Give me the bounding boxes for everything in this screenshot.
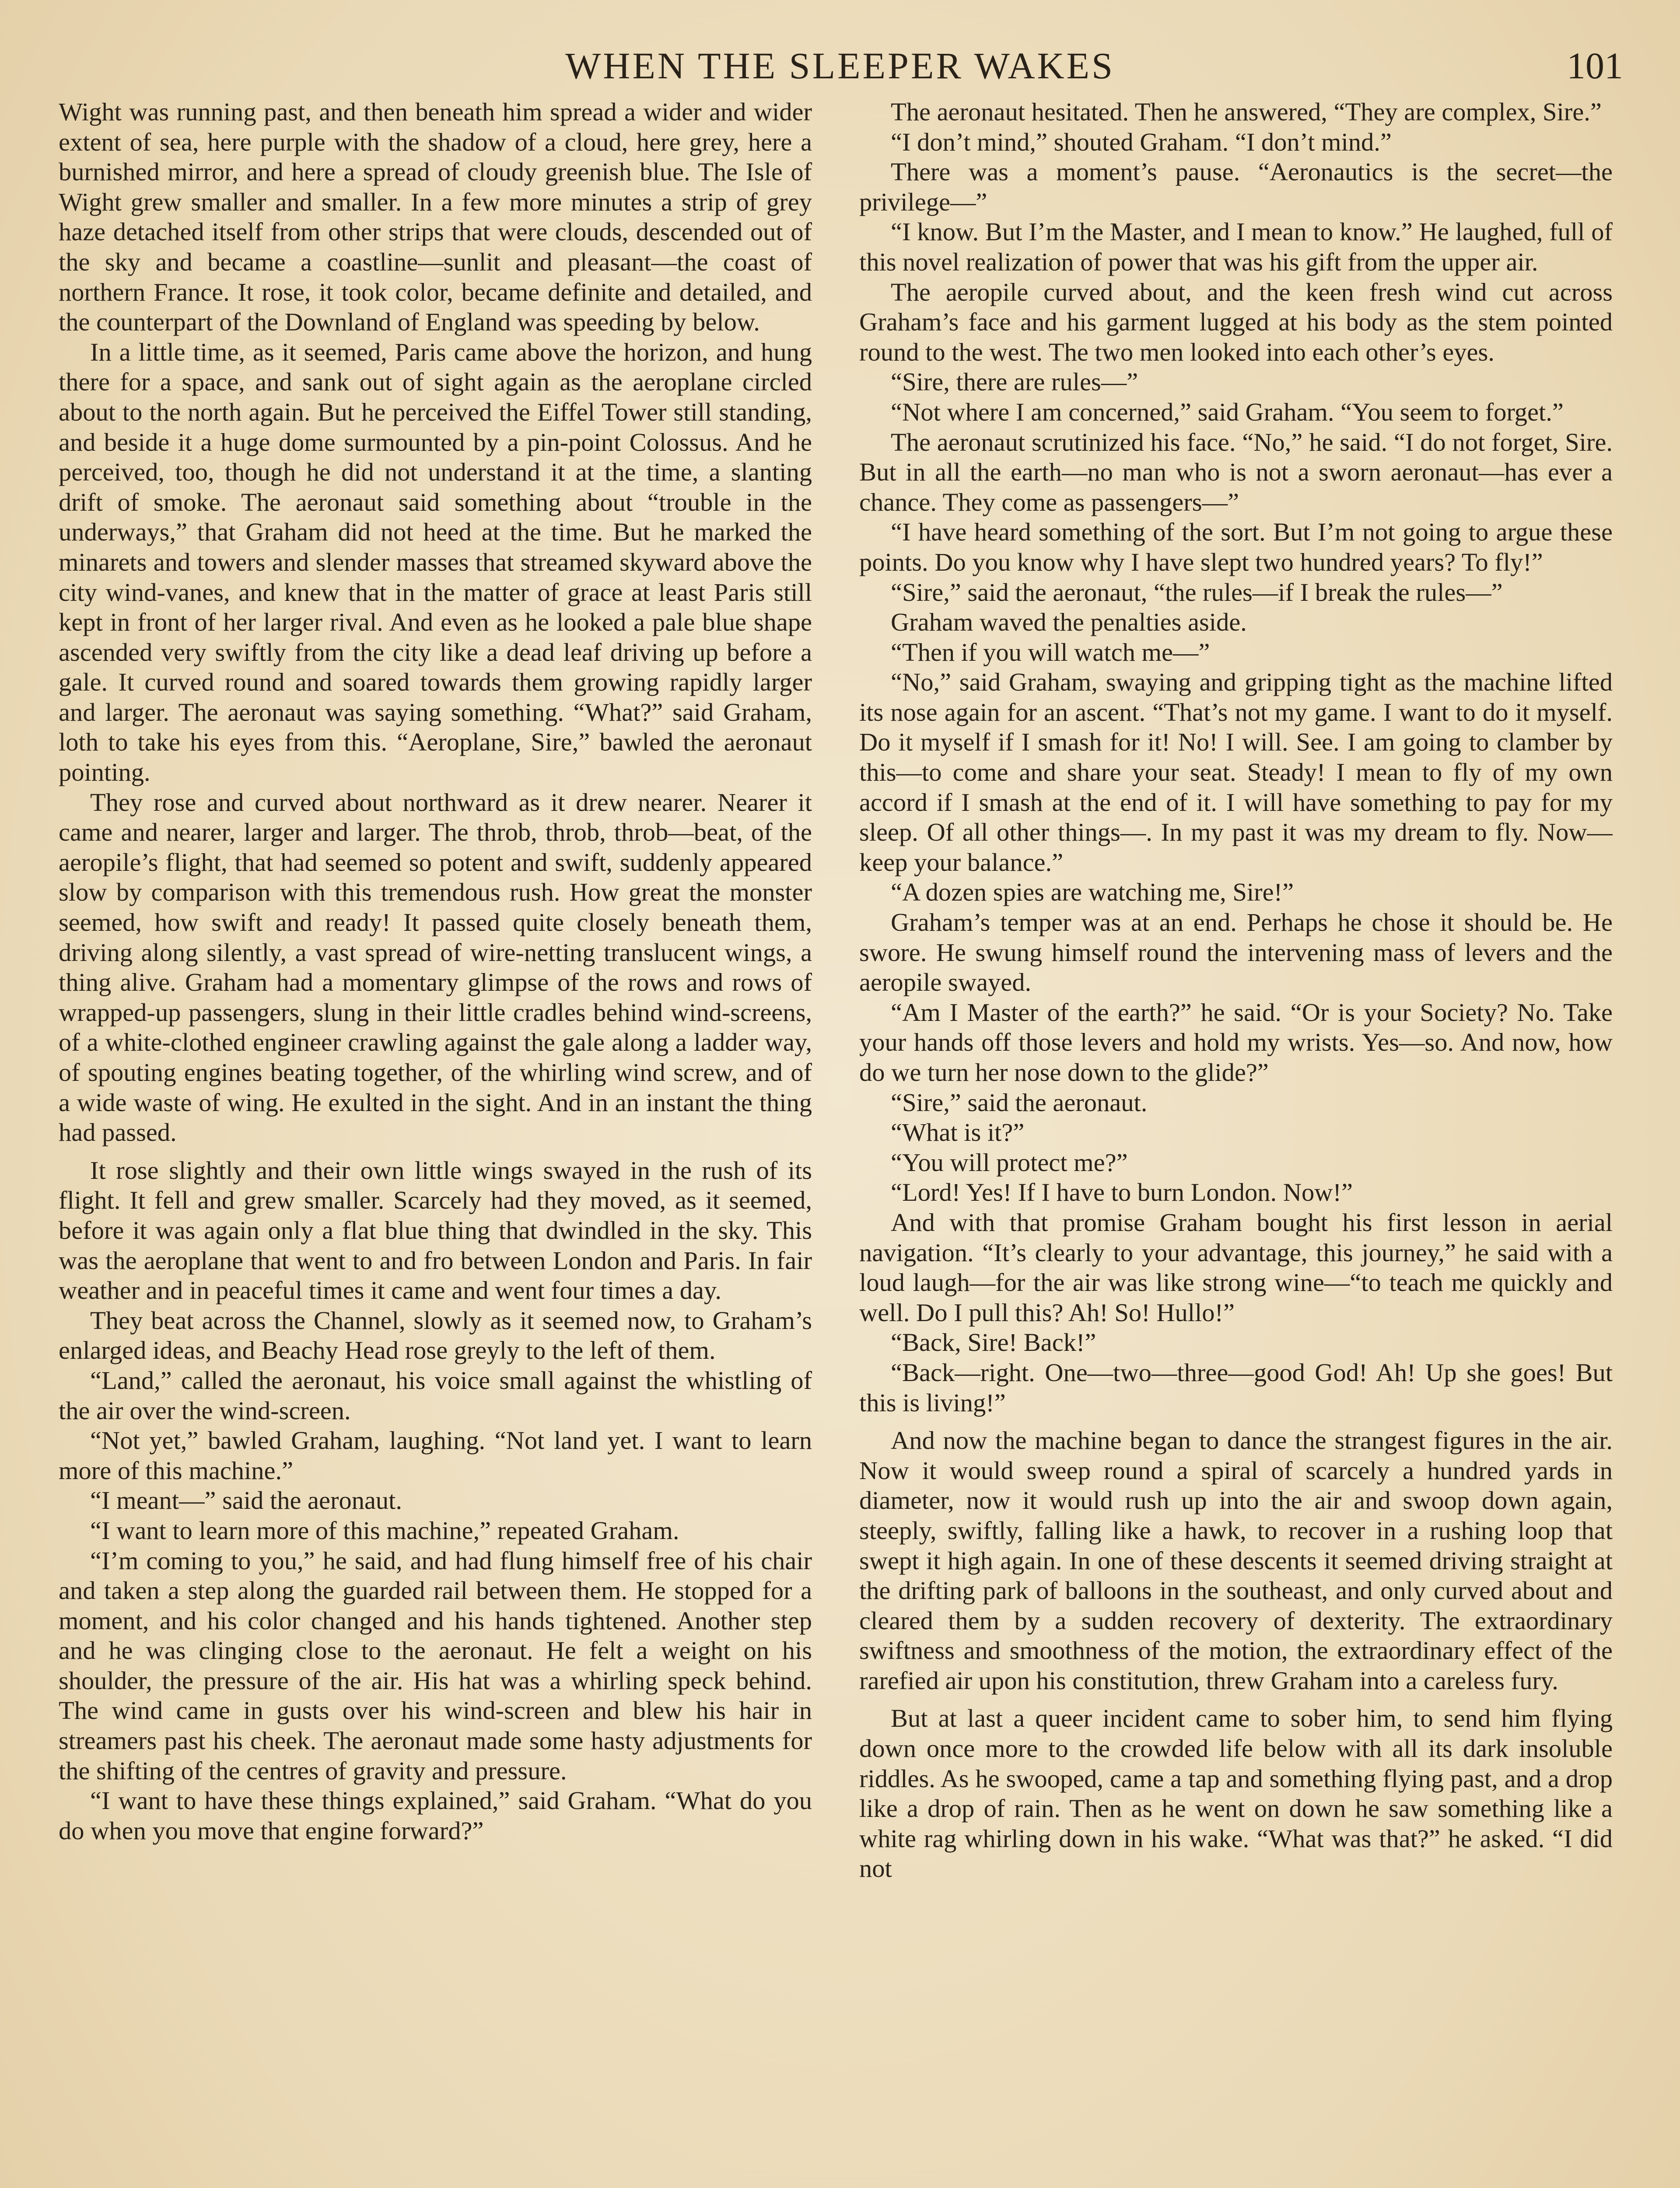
paragraph: And now the machine began to dance the strangest figures in the air. Now it would sweep round a spiral of scarcely a hundred yards in diameter, now it would rush up into the air and swoop down again, steeply, swiftly, falling like a hawk, to recover in a rushing loop that swept it high again. In one of these descents it seemed driving straight at the drifting park of balloons in the southeast, and only curved about and cleared them by a sudden recovery of dexterity. The extraordinary swiftness and smoothness of the motion, the extraordinary effect of the rarefied air upon his constitution, threw Graham into a careless fury. xyxy=(859,1426,1613,1695)
paragraph: “You will protect me?” xyxy=(891,1148,1128,1177)
paragraph: But at last a queer incident came to sober him, to send him flying down once more to the crowded life below with all its dark insoluble riddles. As he swooped, came a tap and something flying past, and a drop like a drop of rain. Then as he went on down he saw something like a white rag whirling down in his wake. “What was that?” he asked. “I did not xyxy=(859,1704,1613,1883)
paragraph: “Sire,” said the aeronaut. xyxy=(891,1088,1148,1117)
paragraph: In a little time, as it seemed, Paris came above the horizon, and hung there for a space, and sank out of sight again as the aeroplane circled about to the north again. But he perceived the Eiffel Tower still standing, and beside it a huge dome surmounted by a pin-point Colossus. And he perceived, too, though he did not understand it at the time, a slanting drift of smoke. The aeronaut said something about “trouble in the underways,” that Graham did not heed at the time. But he marked the minarets and towers and slender masses that streamed skyward above the city wind-vanes, and knew that in the matter of grace at least Paris still kept in front of her larger rival. And even as he looked a pale blue shape ascended very swiftly from the city like a dead leaf driving up before a gale. It curved round and soared towards them growing rapidly larger and larger. The aeronaut was saying something. “What?” said Graham, loth to take his eyes from this. “Aeroplane, Sire,” bawled the aeronaut pointing. xyxy=(59,337,812,787)
paragraph: “Lord! Yes! If I have to burn London. Now!” xyxy=(891,1178,1353,1207)
paragraph: “I want to learn more of this machine,” repeated Graham. xyxy=(90,1516,679,1545)
paragraph: “No,” said Graham, swaying and gripping tight as the machine lifted its nose again for an ascent. “That’s not my game. I want to do it myself. Do it myself if I smash for it! No! I will. See. I am going to clamber by this—to come and share your seat. Steady! I mean to fly of my own accord if I smash at the end of it. I will have something to pay for my sleep. Of all other things—. In my past it was my dream to fly. Now—keep your balance.” xyxy=(859,668,1613,877)
paragraph: “Sire,” said the aeronaut, “the rules—if I break the rules—” xyxy=(891,578,1503,607)
paragraph: The aeronaut scrutinized his face. “No,” he said. “I do not forget, Sire. But in all the earth—no man who is not a sworn aeronaut—has ever a chance. They come as passengers—” xyxy=(859,428,1613,516)
paragraph: It rose slightly and their own little wings swayed in the rush of its flight. It fell and grew smaller. Scarcely had they moved, as it seemed, before it was again only a flat blue thing that dwindled in the sky. This was the aeroplane that went to and fro between London and Paris. In fair weather and in peaceful times it came and went four times a day. xyxy=(59,1156,812,1305)
page-header xyxy=(0,35,1680,96)
paragraph: “I’m coming to you,” he said, and had flung himself free of his chair and taken a step along the guarded rail between them. He stopped for a moment, and his color changed and his hands tightened. Another step and he was clinging close to the aeronaut. He felt a weight on his shoulder, the pressure of the air. His hat was a whirling speck behind. The wind came in gusts over his wind-screen and blew his hair in streamers past his cheek. The aeronaut made some hasty adjustments for the shifting of the centres of gravity and pressure. xyxy=(59,1546,812,1785)
page-number: 101 xyxy=(1567,45,1623,87)
paragraph: There was a moment’s pause. “Aeronautics is the secret—the privilege—” xyxy=(859,158,1613,216)
paragraph: “I meant—” said the aeronaut. xyxy=(90,1486,402,1515)
paragraph: Wight was running past, and then beneath him spread a wider and wider extent of sea, here purple with the shadow of a cloud, here grey, here a burnished mirror, and here a spread of cloudy greenish blue. The Isle of Wight grew smaller and smaller. In a few more minutes a strip of grey haze detached itself from other strips that were clouds, descended out of the sky and became a coastline—sunlit and pleasant—the coast of northern France. It rose, it took color, became definite and detailed, and the counterpart of the Downland of England was speeding by below. xyxy=(59,98,812,337)
right-text-column xyxy=(859,97,1613,2188)
paragraph: And with that promise Graham bought his first lesson in aerial navigation. “It’s clearly to your advantage, this journey,” he said with a loud laugh—for the air was like strong wine—“to teach me quickly and well. Do I pull this? Ah! So! Hullo!” xyxy=(859,1208,1613,1327)
paragraph: The aeropile curved about, and the keen fresh wind cut across Graham’s face and his garment lugged at his body as the stem pointed round to the west. The two men looked into each other’s eyes. xyxy=(859,277,1613,366)
paragraph: They rose and curved about northward as it drew nearer. Nearer it came and nearer, larger and larger. The throb, throb, throb—beat, of the aeropile’s flight, that had seemed so potent and swift, suddenly appeared slow by comparison with this tremendous rush. How great the monster seemed, how swift and ready! It passed quite closely beneath them, driving along silently, a vast spread of wire-netting translucent wings, a thing alive. Graham had a momentary glimpse of the rows and rows of wrapped-up passengers, slung in their little cradles behind wind-screens, of a white-clothed engineer crawling against the gale along a ladder way, of spouting engines beating together, of the whirling wind screw, and of a wide waste of wing. He exulted in the sight. And in an instant the thing had passed. xyxy=(59,788,812,1147)
paragraph: “A dozen spies are watching me, Sire!” xyxy=(891,878,1294,907)
paragraph: Graham’s temper was at an end. Perhaps he chose it should be. He swore. He swung himself round the intervening mass of levers and the aeropile swayed. xyxy=(859,908,1613,997)
paragraph: “I don’t mind,” shouted Graham. “I don’t mind.” xyxy=(891,127,1392,156)
left-text-column xyxy=(59,97,812,2188)
paragraph: “Back, Sire! Back!” xyxy=(891,1328,1096,1357)
running-title: WHEN THE SLEEPER WAKES xyxy=(565,45,1115,87)
paragraph: “I have heard something of the sort. But I’m not going to argue these points. Do you know why I have slept two hundred years? To fly!” xyxy=(859,518,1613,576)
paragraph: “Sire, there are rules—” xyxy=(891,368,1138,396)
paragraph: “Am I Master of the earth?” he said. “Or is your Society? No. Take your hands off those levers and hold my wrists. Yes—so. And now, how do we turn her nose down to the glide?” xyxy=(859,998,1613,1087)
paragraph: “I know. But I’m the Master, and I mean to know.” He laughed, full of this novel realization of power that was his gift from the upper air. xyxy=(859,217,1613,276)
paragraph: Graham waved the penalties aside. xyxy=(891,608,1247,637)
paragraph: “Not where I am concerned,” said Graham. “You seem to forget.” xyxy=(891,397,1564,426)
paragraph: “Land,” called the aeronaut, his voice small against the whistling of the air over the wind-screen. xyxy=(59,1366,812,1425)
paragraph: They beat across the Channel, slowly as it seemed now, to Graham’s enlarged ideas, and Beachy Head rose greyly to the left of them. xyxy=(59,1306,812,1365)
paragraph: “Then if you will watch me—” xyxy=(891,638,1210,666)
paragraph: “What is it?” xyxy=(891,1118,1025,1147)
paragraph: “I want to have these things explained,” said Graham. “What do you do when you move that engine forward?” xyxy=(59,1786,812,1845)
paragraph: The aeronaut hesitated. Then he answered, “They are complex, Sire.” xyxy=(891,98,1602,126)
paragraph: “Not yet,” bawled Graham, laughing. “Not land yet. I want to learn more of this machine.” xyxy=(59,1426,812,1485)
paragraph: “Back—right. One—two—three—good God! Ah! Up she goes! But this is living!” xyxy=(859,1358,1613,1417)
